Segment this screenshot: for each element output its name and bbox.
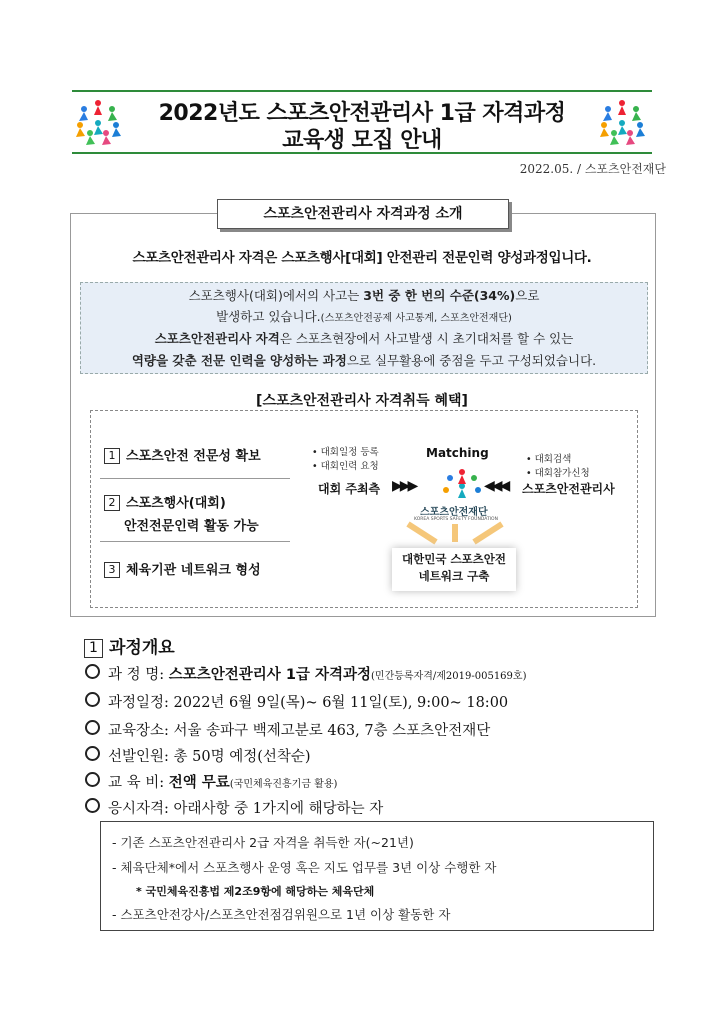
row-label: 교 육 비: xyxy=(108,775,165,791)
eligibility-item-3: - 스포츠안전강사/스포츠안전점검위원으로 1년 이상 활동한 자 xyxy=(112,907,451,922)
row-label: 응시자격: xyxy=(108,801,169,817)
header-top-rule xyxy=(72,90,652,92)
row-value: 전액 무료 xyxy=(168,775,230,791)
row-value: 총 50명 예정(선착순) xyxy=(173,749,311,765)
page-title-line2: 교육생 모집 안내 xyxy=(282,128,442,153)
row-value: 아래사항 중 1가지에 해당하는 자 xyxy=(173,801,384,817)
info-line-2-source: (스포츠안전공제 사고통계, 스포츠안전재단) xyxy=(320,313,512,324)
benefit-item-2 xyxy=(104,492,284,534)
info-line-4-highlight: 역량을 갖춘 전문 인력을 양성하는 과정 xyxy=(131,353,347,368)
row-value: 스포츠안전관리사 1급 자격과정 xyxy=(168,667,372,683)
row-value: 2022년 6월 9일(목)~ 6월 11일(토), 9:00~ 18:00 xyxy=(173,695,509,711)
network-result-box xyxy=(392,548,516,591)
benefit-item-3 xyxy=(104,559,284,578)
row-note: (민간등록자격/제2019-005169호) xyxy=(371,671,527,682)
manager-bullet-2: • 대회참가신청 xyxy=(526,468,590,479)
benefit-divider-2 xyxy=(100,541,290,542)
circle-bullet-icon xyxy=(85,746,100,761)
overview-row-capacity xyxy=(85,745,311,766)
info-line-2 xyxy=(81,307,647,325)
circle-bullet-icon xyxy=(85,692,100,707)
overview-heading xyxy=(84,633,175,658)
info-line-2a: 발생하고 있습니다. xyxy=(216,309,321,324)
result-line-1: 대한민국 스포츠안전 xyxy=(402,552,506,566)
overview-row-location xyxy=(85,719,490,740)
arrows-right-icon: ▶▶▶ xyxy=(392,478,416,494)
row-label: 과정일정: xyxy=(108,695,169,711)
matching-label: Matching xyxy=(426,446,489,460)
circle-bullet-icon xyxy=(85,720,100,735)
organizer-bullet-2: • 대회인력 요청 xyxy=(312,461,379,472)
benefit-num-1: 1 xyxy=(104,448,120,464)
info-line-3-highlight: 스포츠안전관리사 자격 xyxy=(154,331,280,346)
info-line-1 xyxy=(81,286,647,304)
network-arrows-icon xyxy=(400,520,510,548)
row-value: 서울 송파구 백제고분로 463, 7층 스포츠안전재단 xyxy=(173,723,491,739)
intro-info-box xyxy=(80,282,648,374)
benefit-text-1: 스포츠안전 전문성 확보 xyxy=(126,449,261,464)
intro-lead-text: 스포츠안전관리사 자격은 스포츠행사[대회] 안전관리 전문인력 양성과정입니다. xyxy=(132,250,592,266)
info-line-1-highlight: 3번 중 한 번의 수준(34%) xyxy=(363,288,516,303)
circle-bullet-icon xyxy=(85,664,100,679)
row-label: 선발인원: xyxy=(108,749,169,765)
circle-bullet-icon xyxy=(85,798,100,813)
info-line-3b: 은 스포츠현장에서 사고발생 시 초기대처를 할 수 있는 xyxy=(279,331,574,346)
circle-bullet-icon xyxy=(85,772,100,787)
manager-bullet-1: • 대회검색 xyxy=(526,454,572,465)
overview-row-schedule xyxy=(85,691,508,712)
benefit-num-3: 3 xyxy=(104,562,120,578)
info-line-1c: 으로 xyxy=(515,288,540,303)
overview-title: 과정개요 xyxy=(109,638,175,658)
overview-row-course xyxy=(85,663,526,684)
date-organization: 2022.05. / 스포츠안전재단 xyxy=(519,162,666,176)
benefit-text-3: 체육기관 네트워크 형성 xyxy=(126,563,261,578)
overview-row-eligibility xyxy=(85,797,383,818)
eligibility-footnote: * 국민체육진흥법 제2조9항에 해당하는 체육단체 xyxy=(136,885,375,898)
info-line-4b: 으로 실무활용에 중점을 두고 구성되었습니다. xyxy=(346,353,597,368)
arrows-left-icon: ◀◀◀ xyxy=(484,478,508,494)
intro-section-title: 스포츠안전관리사 자격과정 소개 xyxy=(217,199,509,229)
foundation-logo-icon xyxy=(436,466,488,502)
benefits-title: [스포츠안전관리사 자격취득 혜택] xyxy=(256,393,468,409)
row-note: (국민체육진흥기금 활용) xyxy=(229,779,338,790)
row-label: 교육장소: xyxy=(108,723,169,739)
info-line-4 xyxy=(81,351,647,369)
organizer-label: 대회 주최측 xyxy=(318,482,381,496)
organizer-bullet-1: • 대회일정 등록 xyxy=(312,447,379,458)
overview-num: 1 xyxy=(84,639,103,658)
foundation-logo-text: 스포츠안전재단 xyxy=(420,507,488,518)
result-line-2: 네트워크 구축 xyxy=(418,569,490,583)
benefit-num-2: 2 xyxy=(104,495,120,511)
foundation-logo-subtext: KOREA SPORTS SAFETY FOUNDATION xyxy=(414,517,498,522)
manager-label: 스포츠안전관리사 xyxy=(522,482,615,496)
info-line-1a: 스포츠행사(대회)에서의 사고는 xyxy=(188,288,364,303)
overview-row-fee xyxy=(85,771,337,792)
info-line-3 xyxy=(81,329,647,347)
page-title-line1: 2022년도 스포츠안전관리사 1급 자격과정 xyxy=(158,101,566,126)
eligibility-item-2: - 체육단체*에서 스포츠행사 운영 혹은 지도 업무를 3년 이상 수행한 자 xyxy=(112,860,497,875)
eligibility-item-1: - 기존 스포츠안전관리사 2급 자격을 취득한 자(~21년) xyxy=(112,835,414,850)
row-label: 과 정 명: xyxy=(108,667,165,683)
benefit-text-2a: 스포츠행사(대회) xyxy=(126,496,226,511)
benefit-item-1 xyxy=(104,445,284,464)
benefit-divider-1 xyxy=(100,478,290,479)
benefit-text-2b: 안전전문인력 활동 가능 xyxy=(124,519,259,534)
